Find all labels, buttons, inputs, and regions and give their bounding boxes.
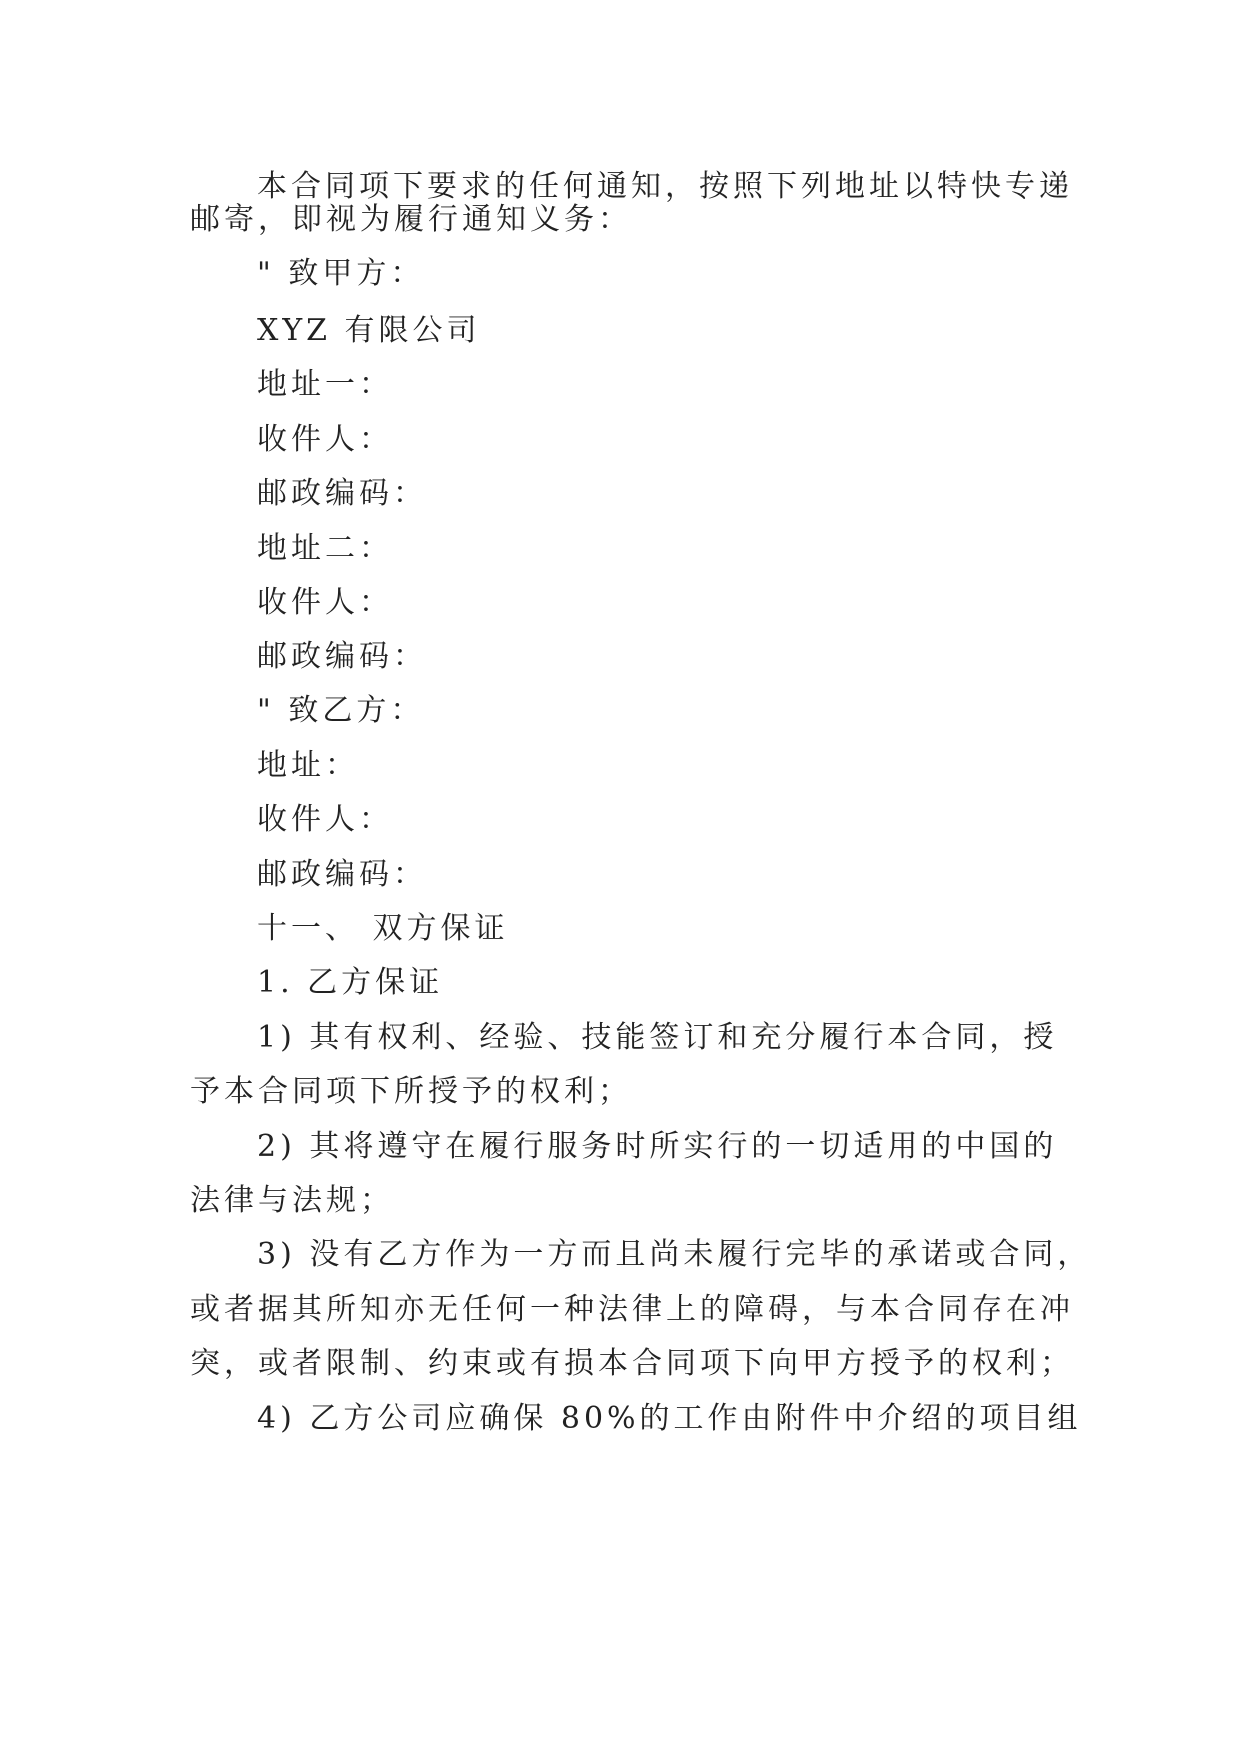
subsection-heading: 1. 乙方保证 bbox=[257, 965, 444, 1000]
list-item-line: 予本合同项下所授予的权利； bbox=[190, 1074, 632, 1109]
recipient-heading: " 致乙方： bbox=[257, 693, 425, 728]
recipient-label: 收件人： bbox=[257, 422, 393, 457]
postcode-label: 邮政编码： bbox=[257, 639, 427, 674]
list-item-line: 突，或者限制、约束或有损本合同项下向甲方授予的权利； bbox=[190, 1346, 1074, 1381]
list-item-line: 2) 其将遵守在履行服务时所实行的一切适用的中国的 bbox=[257, 1129, 1058, 1164]
paragraph-line: 邮寄，即视为履行通知义务： bbox=[190, 202, 632, 237]
list-item-line: 4) 乙方公司应确保 80%的工作由附件中介绍的项目组 bbox=[257, 1401, 1082, 1436]
postcode-label: 邮政编码： bbox=[257, 857, 427, 892]
address-label: 地址二： bbox=[257, 531, 393, 566]
address-label: 地址： bbox=[257, 748, 359, 783]
company-name: XYZ 有限公司 bbox=[257, 313, 481, 348]
list-item-line: 或者据其所知亦无任何一种法律上的障碍，与本合同存在冲 bbox=[190, 1292, 1074, 1327]
paragraph-line: 本合同项下要求的任何通知，按照下列地址以特快专递 bbox=[257, 169, 1073, 204]
recipient-label: 收件人： bbox=[257, 585, 393, 620]
recipient-heading: " 致甲方： bbox=[257, 256, 425, 291]
address-label: 地址一： bbox=[257, 367, 393, 402]
recipient-label: 收件人： bbox=[257, 802, 393, 837]
section-heading: 十一、 双方保证 bbox=[257, 911, 509, 946]
list-item-line: 3) 没有乙方作为一方而且尚未履行完毕的承诺或合同， bbox=[257, 1237, 1092, 1272]
postcode-label: 邮政编码： bbox=[257, 476, 427, 511]
list-item-line: 1) 其有权利、经验、技能签订和充分履行本合同，授 bbox=[257, 1020, 1058, 1055]
list-item-line: 法律与法规； bbox=[190, 1183, 394, 1218]
